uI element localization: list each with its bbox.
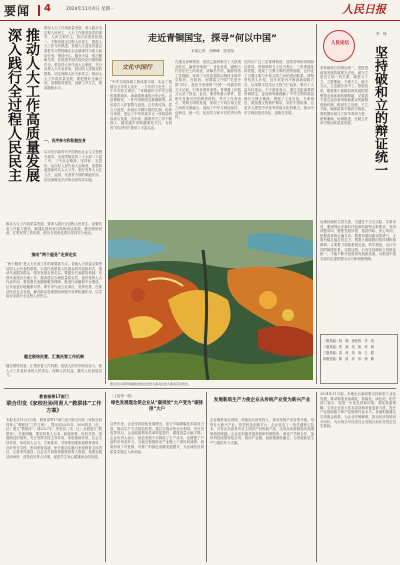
left-article-body: “两个服务”是人大代表工作的重要着力点。各级人大常委会要密切同人大代表的联系，丰富代表联系人民群众的内容和形式，推动代表服务群众、服务发展走深走实。要健全代表联络机制，完善代表建议办理工作，提高建议办理质量和实效，更好发挥人大代表作用。要加强代表履职服务保障，推进代表履职平台建设，让代表更好地履职尽责。要引导代表立足岗位、发挥优势，在推动经济社会发展、解决群众急难愁盼问题中发挥积极作用，以实际行动践行全过程人民民主。 — [6, 262, 102, 299]
page-header — [0, 0, 400, 21]
editor-line: 二版责编：张 斌 吴 凯 李 颖 — [323, 345, 374, 349]
section-divider — [38, 5, 40, 16]
bottom-middle-body: 这些年来，企业坚持绿色发展理念，加大节能降碳技术改造力度，推动生产方式绿色转型。通过实施余热余压利用、光伏发电等项目，企业能源利用效率明显提升，碳排放量大幅下降。企业负责人表示，绿色发展不仅降低了生产成本，也增强了产品的市场竞争力。当地还积极推动产业链上下游协同减排，探索形成了可复制、可推广的绿色低碳发展模式，为区域经济高质量发展注入新动能。 — [110, 422, 204, 454]
right-article-body: 处理好破和立的关系，关键在于立足实际、实事求是。要深刻认识新时代改革的新特点新要求，坚持问题导向，聚焦发展所需、基层所盼、民心所向，把握改革的正确方向。既要有敢闯敢试的勇气，又要有稳扎稳打的定力；既要大胆破除旧的体制机制障碍，又要着力构建系统完备、科学规范、运行有效的制度体系。实践证明，只有坚持破和立的辩证统一，才能不断开创改革发展新局面，为推进中国式现代化提供强大动力和制度保障。 — [320, 220, 396, 261]
left-subtitle-2: 推动“两个服务”走深走实 — [31, 252, 77, 257]
editor-line: 一版责编：杨 颖 徐佳锐 齐 昊 — [323, 339, 374, 343]
center-article-body: 在四川广汉三星堆博物馆，造型奇特的青铜纵目面具、青铜神树令人叹为观止。三星堆遗址的发掘，展现了古蜀文明的独特面貌，也印证了古蜀文明与中原文明之间的密切联系。博物馆负责人介绍，近年来馆内不断创新展陈方式，运用数字技术让文物“活”起来，吸引了大量年轻观众。不少游客表示，通过近距离观看青铜国宝，更加深刻地理解了中华文明的源远流长与博大精深，增强了文化自信。专家指出，要加强文物保护利用，讲好中国故事，让更多人感受中华优秀传统文化的魅力，推动中华文明创造性转化、创新性发展。 — [244, 60, 314, 115]
column-rule — [105, 392, 106, 562]
left-article-title-2: 深入践行全过程人民民主 — [6, 28, 22, 182]
editor-line: 三版责编：周 萍 刘 涛 王 昭 — [323, 351, 374, 355]
left-article-title: 推动人大工作高质量发展 — [24, 28, 40, 182]
newspaper-logo: 人民日报 — [342, 3, 386, 16]
forum-badge-circle — [323, 30, 355, 62]
bottom-left-headline: 联合印发《家校社协同育人“教联体”工作方案》 — [6, 401, 102, 414]
left-article-body: 推动人大工作高质量发展，要深入践行全过程人民民主，加强代表工作能力建设，畅通社情民意反映和表达渠道，健全吸纳民意、汇集民智工作机制，使各方面意见建议得到充分表达。 — [6, 222, 102, 236]
left-subtitle-3: 健全联络民意、汇集民智工作机制 — [24, 354, 84, 359]
bottom-right-body: 企业瞄准前沿领域，持续加大研发投入，推动传统产业转型升级，培育壮大新兴产业。依托科技创新平台，企业攻克了一批关键核心技术，开发出多款具有自主知识产权的新产品，实现从传统制造向高端制造的跨越。企业还积极对接高校和科研院所，深化产学研合作，加快科技成果转化应用，推动产业链、创新链深度融合，为发展新质生产力提供有力支撑。 — [210, 418, 314, 445]
center-article-body: “中华文明探源工程成果丰硕，实证了我国百万年的人类史、一万年的文化史、五千多年的文明史。”青铜器作为中华文明的重要载体，承载着厚重的历史记忆。走进博物馆，一件件青铜国宝静静陈列，诉说着古人的智慧与创造。它们的纹饰、铭文与造型，折射出早期中国的礼制、信仰与审美，见证了中华民族多元一体格局的形成与发展。近年来，随着考古工作不断深入，越来越多青铜器重见天日，为回答“何以中国”提供了丰富实证。 — [110, 80, 172, 130]
autumn-landscape-photo — [108, 220, 313, 380]
issue-date: 2024年11月4日 星期一 — [66, 7, 115, 12]
center-article-title: 走近青铜国宝，探寻“何以中国” — [148, 34, 277, 44]
column-rule — [206, 392, 207, 562]
editors-list — [323, 338, 395, 362]
column-rule — [105, 24, 106, 384]
right-article-body: 坚持破和立的辩证统一，是推进改革发展的重要方法论。破与立是对立统一的关系，破是为了立，立需要破。不破不立，破字当头，立也就在其中了。推进改革，既要敢于破除妨碍发展的思想观念和体制机制弊端，又要善于建立适应新形势新要求的新制度新机制，做到先立后破、不立不破，确保改革平稳有序推进。要把握好破与立的节奏和力度，统筹兼顾、协调推进，在破立并举中推动高质量发展。 — [320, 66, 368, 126]
right-article-byline: 李 峥 — [376, 32, 387, 36]
page-number: 4 — [44, 3, 51, 14]
column-rule — [316, 24, 317, 384]
center-article-body: 在湖北省博物馆，曾侯乙编钟吸引了大批观众驻足。编钟音域宽广、音色优美，堪称古代音乐史上的奇迹。讲解员介绍，编钟铸造工艺精湛，体现了当时高超的冶铸技术和声学知识。在陕西，何尊铭文中的“宅兹中国”四字，是迄今发现的“中国”一词最早的文字记载，引发参观者深思。青铜器上的铭文记录了祭祀、征伐、册命等重大事件，是研究先秦历史的珍贵资料。考古工作者表示，青铜文明的发展，体现了不同区域文化之间的交流融合，展现了中华文明连续性、创新性、统一性、包容性与和平性的突出特性。 — [175, 60, 241, 120]
section-rule — [4, 388, 396, 389]
forum-badge: 人民论坛 — [331, 41, 349, 46]
section-label: 要闻 — [4, 4, 31, 18]
editor-line: 四版责编：陈 凯 孙 伟 徐 鹏 — [323, 357, 374, 361]
left-subtitle-1: 一、有序参与和积极投身 — [44, 138, 86, 143]
bottom-middle-kicker: （上接第一版） — [110, 394, 135, 398]
bottom-left-body: 本报北京11月3日电 教育部等17部门近日联合印发《家校社协同育人“教联体”工作方案》，提出到2025年，50%的县（市、区）建立“教联体”；到2027年，所有县（市、区）全面建立“教联体”。方案明确，要坚持育人为本、政府统筹、协同共育、因地制宜的原则，充分发挥学校主导作用、家庭基础作用、社会支持作用，形成育人合力。方案要求，学校要加强家庭教育指导，办好家长学校，密切家校沟通；家长要切实履行家庭教育主体责任，注重家风建设；社会各方面要积极提供育人资源，拓展实践活动场所，营造良好育人环境，促进学生身心健康和全面发展。 — [6, 418, 102, 459]
left-article-body: 健全联络民意、汇集民智工作机制，拓展人民有序政治参与，使人大工作更好体现人民意志、保障人民权益、激发人民创造活力。 — [6, 364, 102, 378]
bottom-right-headline: 发展新质生产力使企业从传统产业变为新兴产业 — [213, 398, 311, 403]
center-article-byline: 本报记者 刘峰峰 张晋阳 — [190, 49, 235, 53]
photo-caption: 图为四川省阿坝藏族羌族自治州九寨沟县的九寨沟景区秋色。 — [110, 382, 192, 386]
column-rule — [316, 392, 317, 562]
left-article-body: 推动人大工作高质量发展，深入践行全过程人民民主，人大工作要坚持党的领导、人民当家作主、依法治国有机统一，不断发展全过程人民民主，推进人大工作与时俱进。各级人大及其常委会要把学习贯彻落实全会精神作为重大政治任务，围绕中心、服务大局，依法履职尽责，在推进中国式现代化中展现新作为。要坚持人民代表大会制度，充分发挥人大代表作用，密切同人民群众的联系，切实保障人民当家作主。推动人大工作高质量发展，要把握好正确方向，加强制度建设，创新工作方式，提高履职水平。 — [44, 26, 102, 90]
bottom-left-kicker: 教育部等17部门 — [39, 394, 69, 399]
bottom-far-right-body: 2024年11月起，多地出台新政策支持新型工业化发展，推动制造业高端化、智能化、绿色化。相关部门表示，将进一步优化营商环境，强化要素保障，支持企业加大技术改造和设备更新力度，提升产业基础能力和产业链现代化水平。各地积极落实各项惠企政策，为企业纾困解难，推动经济持续回升向好，为实现全年经济社会发展目标任务奠定坚实基础。 — [320, 392, 396, 429]
right-article-title: 坚持破和立的辩证统一 — [372, 46, 387, 176]
bottom-middle-headline: 绿色发展理念使企业从“碳排放”大户变为“碳排排”大户 — [110, 401, 204, 412]
left-article-body: 以习近平新时代中国特色社会主义思想为指导，全面贯彻党的二十大和二十届二中、三中全会精神，坚持好、完善好、运行好人民代表大会制度，加强和改进新时代人大工作，更好发挥人大在立法、监督、代表等方面的职能作用，切实保障宪法法律全面有效实施。 — [44, 150, 102, 182]
column-tag: 文化中国行 — [121, 64, 152, 71]
